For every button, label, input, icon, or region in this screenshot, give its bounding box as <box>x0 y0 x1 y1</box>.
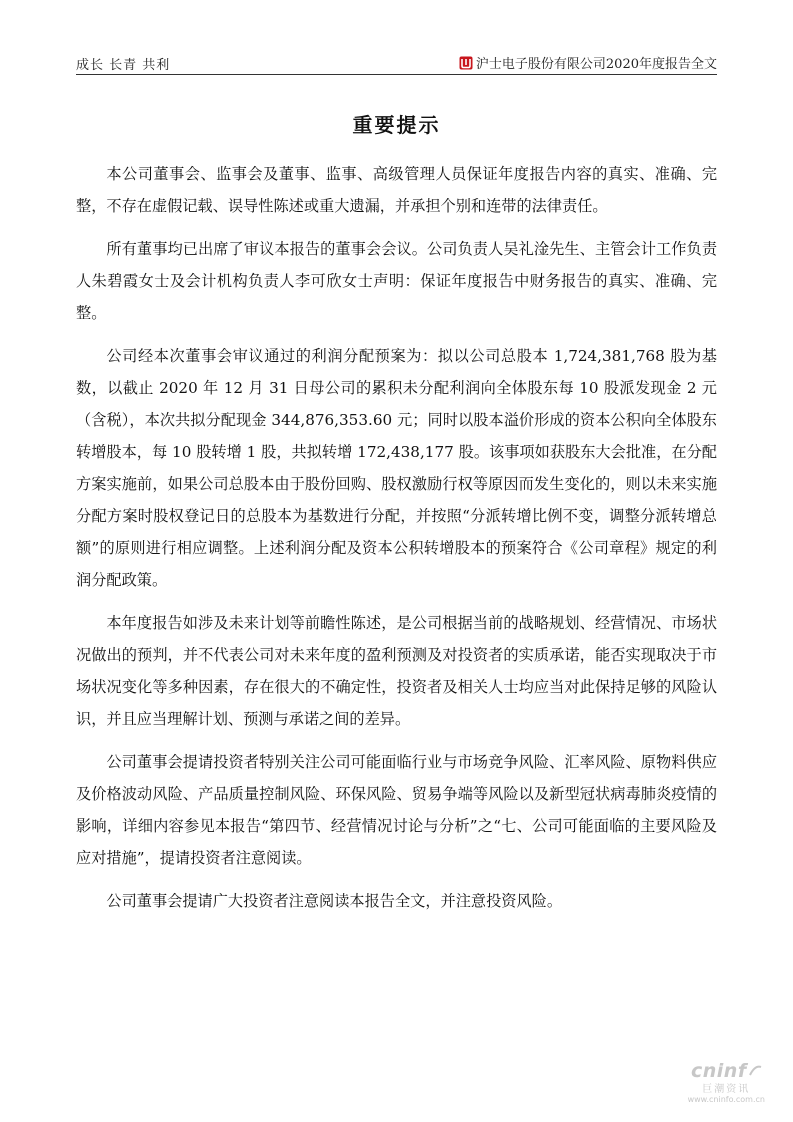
notice-body <box>76 158 717 928</box>
watermark-url: www.cninfo.com.cn <box>687 1095 765 1104</box>
header-company-title <box>459 53 717 72</box>
cninfo-watermark <box>688 1060 765 1104</box>
paragraph-risk-notice: 公司董事会提请投资者特别关注公司可能面临行业与市场竞争风险、汇率风险、原物料供应及价格波动风险、产品质量控制风险、环保风险、贸易争端等风险以及新型冠状病毒肺炎疫情的影响，详细内容参见本报告“第四节、经营情况讨论与分析”之“七、公司可能面临的主要风险及应对措施”，提请投资者注意阅读。 <box>76 753 717 867</box>
paragraph-profit-distribution: 公司经本次董事会审议通过的利润分配预案为：拟以公司总股本 1,724,381,768 股为基数，以截止 2020 年 12 月 31 日母公司的累积未分配利润向全体股东每 10 股派发现金 2 元（含税），本次共拟分配现金 344,876,353.60 元；同时以股本溢价形成的资本公积向全体股东转增股本，每 10 股转增 1 股，共拟转增 172,438,177 股。该事项如获股东大会批准，在分配方案实施前，如果公司总股本由于股份回购、股权激励行权等原因而发生变化的，则以未来实施分配方案时股权登记日的总股本为基数进行分配，并按照“分派转增比例不变，调整分派转增总额”的原则进行相应调整。上述利润分配及资本公积转增股本的预案符合《公司章程》规定的利润分配政策。 <box>76 347 717 589</box>
paragraph-read-full-report: 公司董事会提请广大投资者注意阅读本报告全文，并注意投资风险。 <box>106 892 563 910</box>
wus-logo-icon <box>459 56 473 70</box>
paragraph-responsibility: 本公司董事会、监事会及董事、监事、高级管理人员保证年度报告内容的真实、准确、完整，不存在虚假记载、误导性陈述或重大遗漏，并承担个别和连带的法律责任。 <box>76 165 717 215</box>
paragraph-forward-looking: 本年度报告如涉及未来计划等前瞻性陈述，是公司根据当前的战略规划、经营情况、市场状况做出的预判，并不代表公司对未来年度的盈利预测及对投资者的实质承诺，能否实现取决于市场状况变化等多种因素，存在很大的不确定性，投资者及相关人士均应当对此保持足够的风险认识，并且应当理解计划、预测与承诺之间的差异。 <box>76 614 717 728</box>
header-report-name: 沪士电子股份有限公司2020年度报告全文 <box>475 57 717 72</box>
watermark-brand-cn: 巨潮资讯 <box>702 1084 751 1095</box>
page-header <box>76 52 717 75</box>
paragraph-directors-statement: 所有董事均已出席了审议本报告的董事会会议。公司负责人吴礼淦先生、主管会计工作负责人朱碧霞女士及会计机构负责人李可欣女士声明：保证年度报告中财务报告的真实、准确、完整。 <box>76 240 717 322</box>
header-slogan: 成长 长青 共利 <box>76 58 171 73</box>
page-title: 重要提示 <box>352 113 441 137</box>
cninfo-swoosh-icon <box>748 1064 762 1078</box>
watermark-brand: cninf <box>690 1060 747 1082</box>
